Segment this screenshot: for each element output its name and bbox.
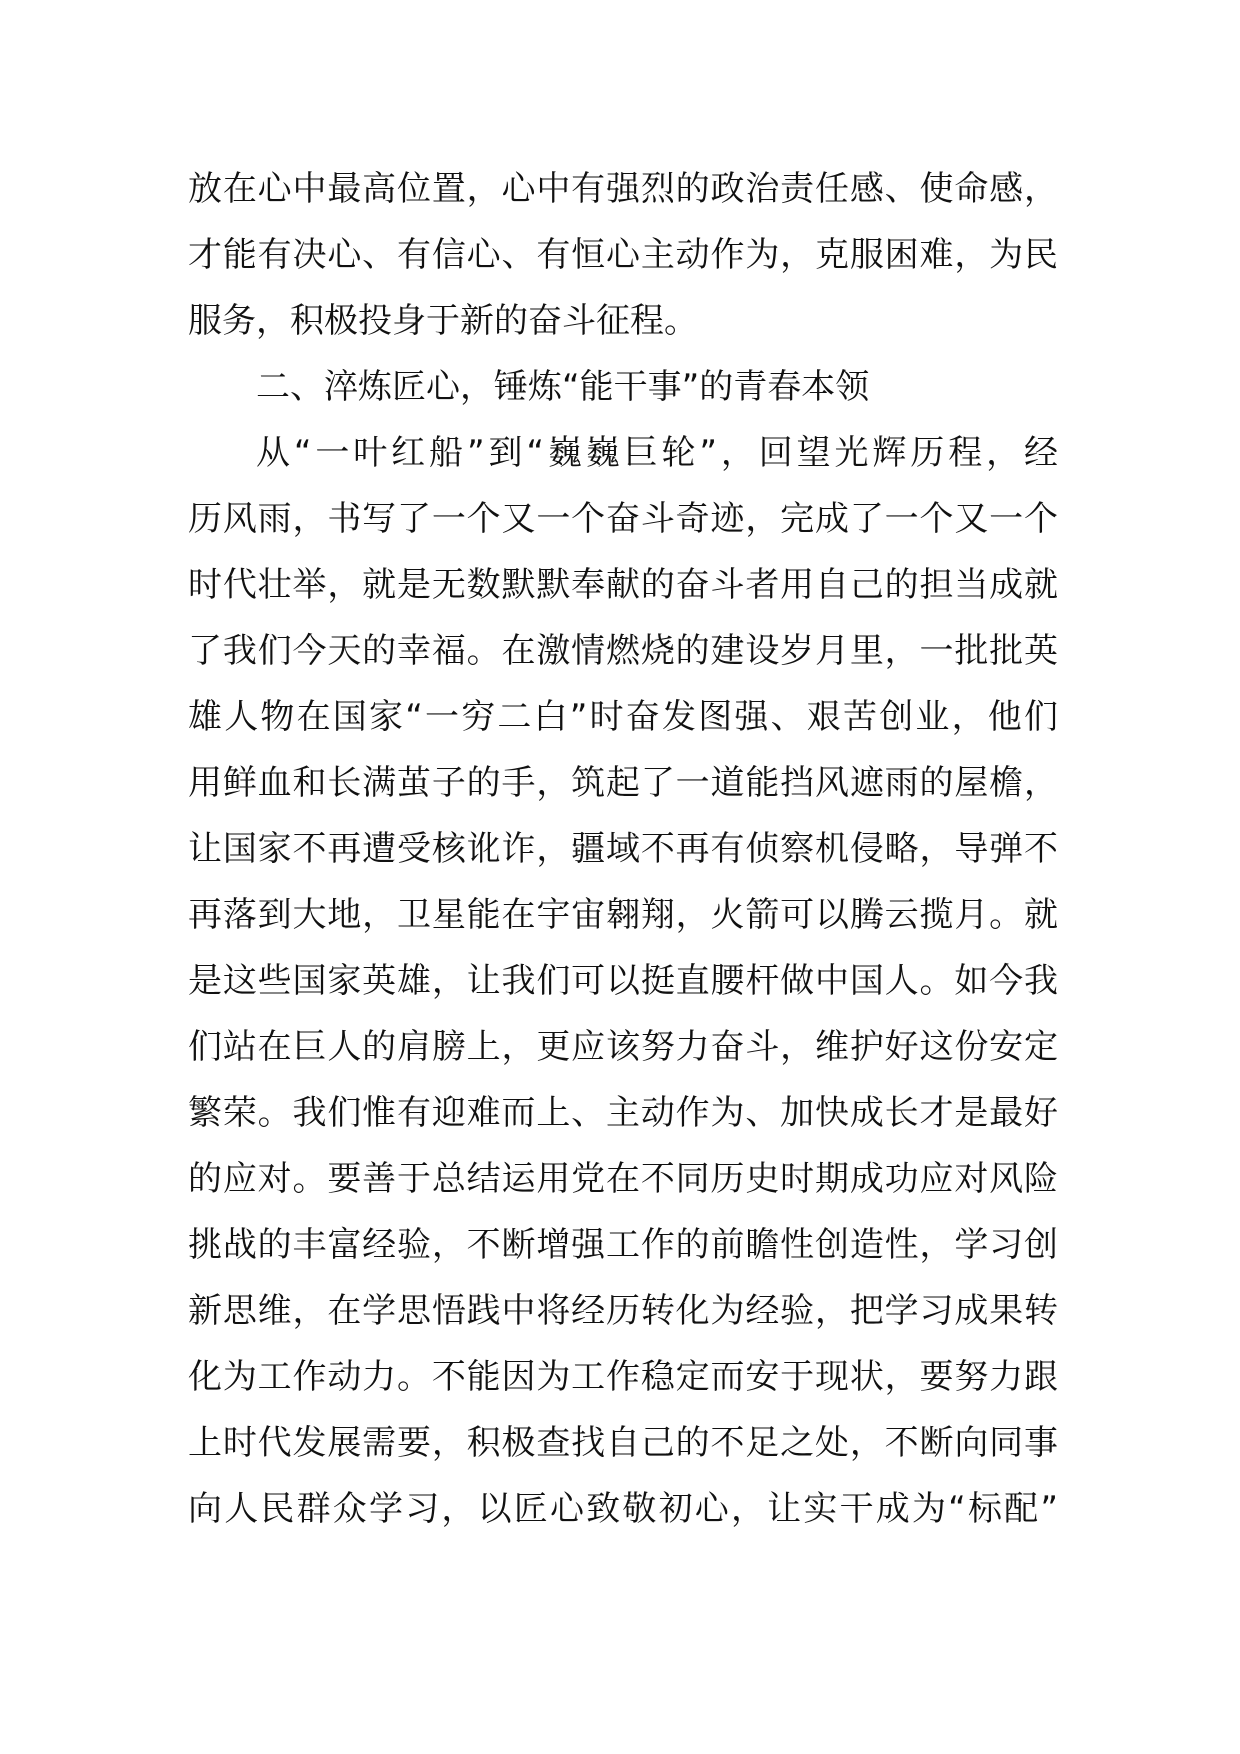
text-line: 才能有决心、有信心、有恒心主动作为，克服困难，为民 [188, 235, 1058, 275]
text-line: 新思维，在学思悟践中将经历转化为经验，把学习成果转 [188, 1291, 1058, 1331]
text-line: 历风雨，书写了一个又一个奋斗奇迹，完成了一个又一个 [188, 499, 1058, 539]
text-line: 挑战的丰富经验，不断增强工作的前瞻性创造性，学习创 [188, 1225, 1058, 1265]
text-line: 用鲜血和长满茧子的手，筑起了一道能挡风遮雨的屋檐， [188, 763, 1058, 803]
text-line: 化为工作动力。不能因为工作稳定而安于现状，要努力跟 [188, 1357, 1058, 1397]
text-line: 放在心中最高位置，心中有强烈的政治责任感、使命感， [188, 169, 1058, 209]
text-line: 向人民群众学习，以匠心致敬初心，让实干成为“标配” [188, 1489, 1058, 1529]
text-line: 服务，积极投身于新的奋斗征程。 [188, 301, 698, 341]
text-line: 繁荣。我们惟有迎难而上、主动作为、加快成长才是最好 [188, 1093, 1058, 1133]
text-line: 了我们今天的幸福。在激情燃烧的建设岁月里，一批批英 [188, 631, 1058, 671]
body-text [188, 156, 1058, 1542]
text-line: 时代壮举，就是无数默默奉献的奋斗者用自己的担当成就 [188, 565, 1058, 605]
text-line: 的应对。要善于总结运用党在不同历史时期成功应对风险 [188, 1159, 1058, 1199]
text-line: 从“一叶红船”到“巍巍巨轮”，回望光辉历程，经 [256, 433, 1058, 473]
text-line: 上时代发展需要，积极查找自己的不足之处，不断向同事 [188, 1423, 1058, 1463]
text-line: 们站在巨人的肩膀上，更应该努力奋斗，维护好这份安定 [188, 1027, 1058, 1067]
text-line: 雄人物在国家“一穷二白”时奋发图强、艰苦创业，他们 [188, 697, 1058, 737]
text-line: 再落到大地，卫星能在宇宙翱翔，火箭可以腾云揽月。就 [188, 895, 1058, 935]
section-heading: 二、淬炼匠心，锤炼“能干事”的青春本领 [256, 367, 870, 407]
text-line: 是这些国家英雄，让我们可以挺直腰杆做中国人。如今我 [188, 961, 1058, 1001]
text-line: 让国家不再遭受核讹诈，疆域不再有侦察机侵略，导弹不 [188, 829, 1058, 869]
